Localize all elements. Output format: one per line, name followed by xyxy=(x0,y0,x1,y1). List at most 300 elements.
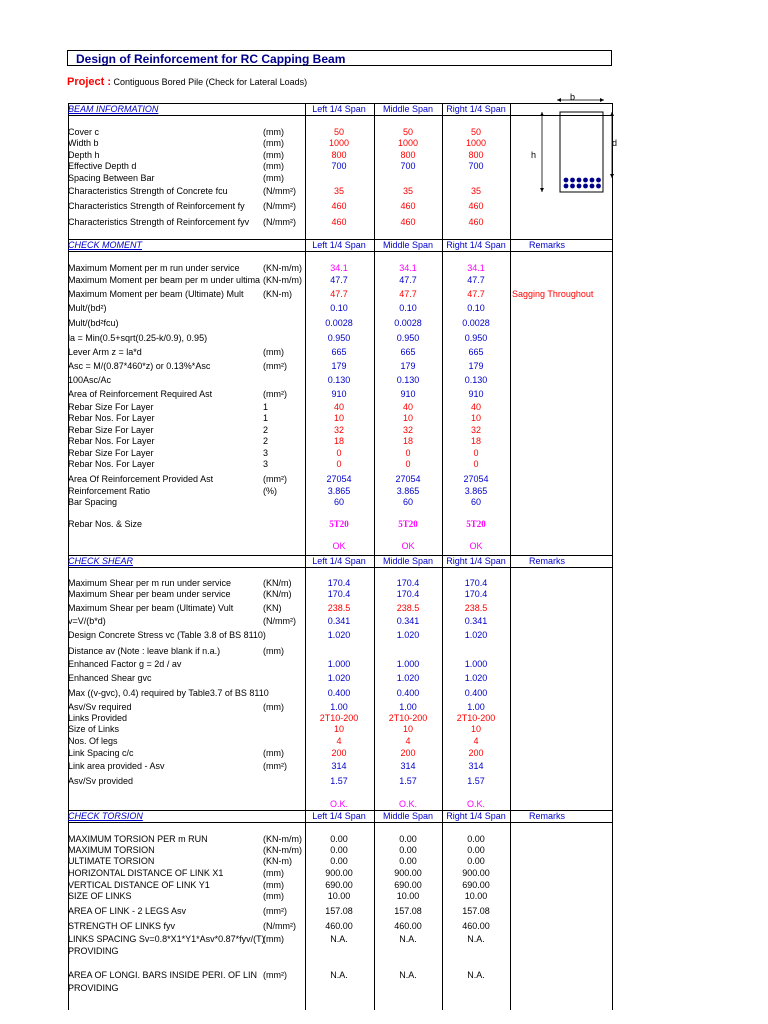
shear_rows-value: 0.341 xyxy=(396,616,420,626)
shear_rows-row-label: Enhanced Factor g = 2d / av xyxy=(68,659,182,669)
torsion_rows-row-unit: (mm) xyxy=(263,880,284,890)
moment_rows-value: 0 xyxy=(405,459,411,469)
beam_rows-row-unit: (N/mm²) xyxy=(263,186,296,196)
moment_rows-value: 40 xyxy=(333,402,344,412)
moment_rows-value: 0.130 xyxy=(464,375,488,385)
col-header-middle: Middle Span xyxy=(382,556,434,566)
torsion_rows-row-label: MAXIMUM TORSION PER m RUN xyxy=(68,834,208,844)
torsion_rows-row-unit: (mm) xyxy=(263,868,284,878)
rebar-dot xyxy=(564,184,569,189)
moment_rows-row-label: Rebar Size For Layer xyxy=(68,402,154,412)
shear_rows-value: 1.020 xyxy=(327,630,351,640)
shear_rows-value: 170.4 xyxy=(464,578,488,588)
shear_rows-value: 170.4 xyxy=(464,589,488,599)
moment_rows-value: 665 xyxy=(400,347,416,357)
shear_rows-value: 0.400 xyxy=(327,688,351,698)
section-header-underline xyxy=(68,251,612,252)
moment_rows-value: 47.7 xyxy=(399,289,417,299)
rebar-dot xyxy=(570,178,575,183)
beam_rows-value: 460 xyxy=(468,201,484,211)
moment_rows-row-label: 100Asc/Ac xyxy=(68,375,112,385)
torsion_rows-value: 0.00 xyxy=(399,834,417,844)
torsion_rows-row-unit: (KN-m) xyxy=(263,856,292,866)
shear_rows-value: 2T10-200 xyxy=(388,713,428,723)
rebar-dot xyxy=(590,178,595,183)
torsion_rows-value: N.A. xyxy=(330,970,348,980)
beam_rows-value: 460 xyxy=(400,217,416,227)
beam_rows-value: 800 xyxy=(468,150,484,160)
beam_rows-value: 460 xyxy=(331,217,347,227)
moment_rows-value: 0 xyxy=(336,459,342,469)
torsion_rows-value: 0.00 xyxy=(467,856,485,866)
section-header-underline xyxy=(68,567,612,568)
col-header-remarks: Remarks xyxy=(528,556,565,566)
moment_rows-value: 910 xyxy=(400,389,416,399)
col-header-left: Left 1/4 Span xyxy=(312,556,366,566)
rebar-dot xyxy=(596,178,601,183)
beam_rows-row-unit: (mm) xyxy=(263,127,284,137)
moment_rows-value: 60 xyxy=(402,497,413,507)
shear_rows-value: 1.57 xyxy=(467,776,485,786)
diagram-label-d: d xyxy=(612,138,618,148)
moment_rows-value: 665 xyxy=(331,347,347,357)
torsion_rows-value: 690.00 xyxy=(394,880,422,890)
shear_rows-value: 1.000 xyxy=(464,659,488,669)
shear_rows-row-label: Maximum Shear per beam (Ultimate) Vult xyxy=(68,603,234,613)
moment_rows-value: 27054 xyxy=(463,474,489,484)
col-header-remarks: Remarks xyxy=(528,240,565,250)
col-header-right: Right 1/4 Span xyxy=(446,811,506,821)
project-text: Contiguous Bored Pile (Check for Lateral Loads) xyxy=(113,77,308,87)
moment_rows-value: 179 xyxy=(468,361,484,371)
torsion_rows-row-unit: (KN-m/m) xyxy=(263,834,302,844)
col-header-left: Left 1/4 Span xyxy=(312,104,366,114)
rebar-dot xyxy=(577,178,582,183)
torsion_rows-value: 10.00 xyxy=(464,891,488,901)
torsion_rows-row-label: ULTIMATE TORSION xyxy=(68,856,155,866)
shear_rows-row-unit: (KN/m) xyxy=(263,589,292,599)
diagram-label-b: b xyxy=(570,92,576,102)
shear_rows-value: 1.00 xyxy=(399,702,417,712)
moment_rows-value: 3.865 xyxy=(396,486,420,496)
moment_rows-value: 5T20 xyxy=(466,519,486,529)
section-header-underline xyxy=(68,822,612,823)
moment_rows-value: 32 xyxy=(333,425,344,435)
torsion_rows-value: 460.00 xyxy=(325,921,353,931)
shear_rows-row-label: Maximum Shear per m run under service xyxy=(68,578,232,588)
moment_rows-value: 60 xyxy=(333,497,344,507)
section-title-shear: CHECK SHEAR xyxy=(68,556,134,566)
table-right-border xyxy=(612,103,613,1010)
col-header-left: Left 1/4 Span xyxy=(312,811,366,821)
moment_rows-row-unit: 2 xyxy=(263,436,269,446)
shear_rows-value: 0.400 xyxy=(396,688,420,698)
shear_rows-value: 4 xyxy=(336,736,342,746)
moment_rows-row-unit: (KN-m/m) xyxy=(263,275,302,285)
torsion_rows-value: N.A. xyxy=(467,934,485,944)
moment_rows-value: 665 xyxy=(468,347,484,357)
beam_rows-value: 460 xyxy=(331,201,347,211)
shear_rows-row-label: Asv/Sv provided xyxy=(68,776,134,786)
project-label: Project : xyxy=(67,76,112,88)
moment_rows-row-label: Rebar Nos. For Layer xyxy=(68,459,155,469)
beam_rows-value: 50 xyxy=(470,127,481,137)
shear_rows-value: 314 xyxy=(468,761,484,771)
torsion_rows-row-label: SIZE OF LINKS xyxy=(68,891,132,901)
moment_rows-row-label: Rebar Size For Layer xyxy=(68,425,154,435)
torsion_rows-value: 460.00 xyxy=(394,921,422,931)
title-box xyxy=(67,50,612,66)
col-header-right: Right 1/4 Span xyxy=(446,104,506,114)
beam_rows-value: 1000 xyxy=(328,138,350,148)
shear_rows-row-label: v=V/(b*d) xyxy=(68,616,106,626)
moment_rows-value: 0.950 xyxy=(396,333,420,343)
torsion_rows-row-unit: (N/mm²) xyxy=(263,921,296,931)
moment_rows-row-unit: (mm²) xyxy=(263,474,287,484)
moment_rows-value: 0.0028 xyxy=(325,318,353,328)
beam_rows-row-unit: (N/mm²) xyxy=(263,201,296,211)
shear_rows-row-unit: (mm) xyxy=(263,748,284,758)
beam_rows-value: 1000 xyxy=(465,138,487,148)
shear_rows-value: 1.000 xyxy=(396,659,420,669)
moment_rows-row-unit: (mm²) xyxy=(263,389,287,399)
rebar-dot xyxy=(590,184,595,189)
shear_rows-row-unit: (mm) xyxy=(263,646,284,656)
moment_rows-value: 47.7 xyxy=(330,289,348,299)
page-title: Design of Reinforcement for RC Capping Beam xyxy=(76,52,346,66)
moment_rows-value: 0.130 xyxy=(396,375,420,385)
rebar-dot xyxy=(570,184,575,189)
section-title-beam: BEAM INFORMATION xyxy=(68,104,159,114)
torsion_rows-row-unit: (mm²) xyxy=(263,906,287,916)
beam_rows-value: 35 xyxy=(333,186,344,196)
torsion_rows-value: N.A. xyxy=(467,970,485,980)
beam_rows-row-unit: (mm) xyxy=(263,173,284,183)
moment_rows-value: 34.1 xyxy=(330,263,348,273)
rebar-dot xyxy=(583,184,588,189)
torsion_rows-value: 0.00 xyxy=(330,845,348,855)
moment_rows-value: 179 xyxy=(331,361,347,371)
shear_rows-row-label: Max ((v-gvc), 0.4) required by Table3.7 of BS 8110 xyxy=(68,688,269,698)
beam_rows-row-unit: (mm) xyxy=(263,161,284,171)
moment_rows-row-unit: (%) xyxy=(263,486,277,496)
beam_rows-value: 35 xyxy=(470,186,481,196)
moment_rows-value: 0.0028 xyxy=(462,318,490,328)
moment_rows-row-label: Rebar Nos. For Layer xyxy=(68,436,155,446)
moment_rows-value: 10 xyxy=(402,413,413,423)
torsion_rows-value: 157.08 xyxy=(462,906,490,916)
moment_rows-value: 0 xyxy=(336,448,342,458)
beam_rows-value: 700 xyxy=(400,161,416,171)
shear_rows-value: 1.020 xyxy=(396,630,420,640)
moment_rows-value: 47.7 xyxy=(467,275,485,285)
moment_rows-row-label: Mult/(bd²) xyxy=(68,303,107,313)
moment_rows-row-label: Reinforcement Ratio xyxy=(68,486,151,496)
moment_rows-row-unit: (KN-m/m) xyxy=(263,263,302,273)
beam_rows-value: 460 xyxy=(400,201,416,211)
torsion_rows-value: N.A. xyxy=(399,934,417,944)
beam_rows-row-unit: (N/mm²) xyxy=(263,217,296,227)
shear_rows-value: O.K. xyxy=(398,799,417,809)
section-title-moment: CHECK MOMENT xyxy=(68,240,142,250)
torsion_rows-value: 690.00 xyxy=(325,880,353,890)
beam_rows-value: 35 xyxy=(402,186,413,196)
moment_rows-value: 60 xyxy=(470,497,481,507)
torsion_rows-value: 157.08 xyxy=(325,906,353,916)
shear_rows-row-label: Link area provided - Asv xyxy=(68,761,165,771)
shear_rows-value: 4 xyxy=(405,736,411,746)
moment_rows-value: OK xyxy=(469,541,483,551)
shear_rows-value: 1.020 xyxy=(396,673,420,683)
moment_rows-row-label: Area Of Reinforcement Provided Ast xyxy=(68,474,214,484)
rebar-dot xyxy=(564,178,569,183)
shear_rows-row-label: Distance av (Note : leave blank if n.a.) xyxy=(68,646,221,656)
torsion_rows-value: 0.00 xyxy=(467,834,485,844)
moment_rows-row-label: Asc = M/(0.87*460*z) or 0.13%*Asc xyxy=(68,361,211,371)
beam_rows-row-label: Characteristics Strength of Reinforcement fyv xyxy=(68,217,250,227)
torsion_rows-row-unit: (KN-m/m) xyxy=(263,845,302,855)
beam_rows-row-label: Cover c xyxy=(68,127,100,137)
moment_rows-value: 18 xyxy=(402,436,413,446)
torsion_rows-row-unit: (mm) xyxy=(263,891,284,901)
project-line xyxy=(67,77,307,88)
shear_rows-value: 1.020 xyxy=(327,673,351,683)
shear_rows-row-label: Enhanced Shear gvc xyxy=(68,673,152,683)
torsion_rows-value: 0.00 xyxy=(399,856,417,866)
moment_rows-value: 0.950 xyxy=(327,333,351,343)
torsion_rows-value: 900.00 xyxy=(394,868,422,878)
torsion_rows-row-label: STRENGTH OF LINKS fyv xyxy=(68,921,176,931)
torsion_rows-row-label: AREA OF LONGI. BARS INSIDE PERI. OF LIN xyxy=(68,970,258,980)
shear_rows-value: 170.4 xyxy=(396,578,420,588)
torsion_rows-value: 0.00 xyxy=(330,856,348,866)
shear_rows-value: 170.4 xyxy=(327,589,351,599)
moment_rows-row-label: Rebar Nos. For Layer xyxy=(68,413,155,423)
moment_rows-row-unit: (KN-m) xyxy=(263,289,292,299)
moment_rows-value: 0.10 xyxy=(467,303,485,313)
moment_rows-row-label: Maximum Moment per beam per m under ultima xyxy=(68,275,261,285)
moment_rows-row-label: Area of Reinforcement Required Ast xyxy=(68,389,213,399)
shear_rows-row-unit: (KN) xyxy=(263,603,282,613)
moment_rows-value: 0.0028 xyxy=(394,318,422,328)
shear_rows-row-unit: (N/mm²) xyxy=(263,616,296,626)
beam_rows-value: 700 xyxy=(331,161,347,171)
shear_rows-value: 200 xyxy=(468,748,484,758)
moment_rows-row-unit: 2 xyxy=(263,425,269,435)
shear_rows-value: 1.020 xyxy=(464,630,488,640)
beam_rows-row-unit: (mm) xyxy=(263,138,284,148)
torsion_rows-value: N.A. xyxy=(399,970,417,980)
moment_rows-value: 3.865 xyxy=(327,486,351,496)
col-header-middle: Middle Span xyxy=(382,811,434,821)
col-header-middle: Middle Span xyxy=(382,240,434,250)
beam_rows-value: 1000 xyxy=(397,138,419,148)
moment_rows-value: 0 xyxy=(405,448,411,458)
moment_rows-row-unit: (mm²) xyxy=(263,361,287,371)
moment_rows-value: 10 xyxy=(333,413,344,423)
moment_rows-value: 40 xyxy=(402,402,413,412)
moment_rows-value: 5T20 xyxy=(398,519,418,529)
shear_rows-row-unit: (mm²) xyxy=(263,761,287,771)
moment_rows-row-label: la = Min(0.5+sqrt(0.25-k/0.9), 0.95) xyxy=(68,333,208,343)
torsion_rows-row-label: PROVIDING xyxy=(68,946,119,956)
shear_rows-row-unit: (mm) xyxy=(263,702,284,712)
beam_rows-row-label: Spacing Between Bar xyxy=(68,173,155,183)
torsion_rows-value: 10.00 xyxy=(327,891,351,901)
moment_rows-value: 10 xyxy=(470,413,481,423)
shear_rows-value: 1.000 xyxy=(327,659,351,669)
torsion_rows-value: 900.00 xyxy=(325,868,353,878)
moment_rows-value: 47.7 xyxy=(467,289,485,299)
rebar-dot xyxy=(577,184,582,189)
torsion_rows-value: N.A. xyxy=(330,934,348,944)
shear_rows-value: 238.5 xyxy=(396,603,420,613)
shear_rows-value: 314 xyxy=(331,761,347,771)
col-header-right: Right 1/4 Span xyxy=(446,240,506,250)
moment_rows-value: 0.130 xyxy=(327,375,351,385)
moment_rows-value: 47.7 xyxy=(399,275,417,285)
torsion_rows-row-unit: (mm²) xyxy=(263,970,287,980)
moment_rows-row-label: Rebar Size For Layer xyxy=(68,448,154,458)
beam_rows-row-label: Width b xyxy=(68,138,99,148)
moment_rows-value: 27054 xyxy=(326,474,352,484)
moment_rows-value: 40 xyxy=(470,402,481,412)
moment_rows-remark: Sagging Throughout xyxy=(512,289,594,299)
moment_rows-value: OK xyxy=(401,541,415,551)
moment_rows-value: 3.865 xyxy=(464,486,488,496)
moment_rows-value: 910 xyxy=(331,389,347,399)
section-title-torsion: CHECK TORSION xyxy=(68,811,143,821)
shear_rows-value: 170.4 xyxy=(396,589,420,599)
torsion_rows-value: 690.00 xyxy=(462,880,490,890)
rebar-dot xyxy=(596,184,601,189)
shear_rows-value: 10 xyxy=(402,724,413,734)
beam_rows-row-label: Characteristics Strength of Reinforcement fy xyxy=(68,201,245,211)
moment_rows-value: OK xyxy=(332,541,346,551)
shear_rows-row-label: Links Provided xyxy=(68,713,128,723)
torsion_rows-value: 10.00 xyxy=(396,891,420,901)
shear_rows-value: 10 xyxy=(333,724,344,734)
shear_rows-value: 1.57 xyxy=(399,776,417,786)
moment_rows-value: 0.10 xyxy=(399,303,417,313)
torsion_rows-row-label: MAXIMUM TORSION xyxy=(68,845,155,855)
shear_rows-row-unit: (KN/m) xyxy=(263,578,292,588)
shear_rows-row-label: Asv/Sv required xyxy=(68,702,132,712)
col-header-right: Right 1/4 Span xyxy=(446,556,506,566)
shear_rows-value: 200 xyxy=(331,748,347,758)
moment_rows-row-label: Maximum Moment per m run under service xyxy=(68,263,240,273)
moment_rows-value: 18 xyxy=(470,436,481,446)
torsion_rows-value: 460.00 xyxy=(462,921,490,931)
shear_rows-row-label: Link Spacing c/c xyxy=(68,748,134,758)
moment_rows-value: 5T20 xyxy=(329,519,349,529)
shear_rows-value: O.K. xyxy=(466,799,485,809)
moment_rows-value: 32 xyxy=(402,425,413,435)
beam_rows-value: 700 xyxy=(468,161,484,171)
moment_rows-row-label: Lever Arm z = la*d xyxy=(68,347,142,357)
beam_rows-row-label: Effective Depth d xyxy=(68,161,137,171)
shear_rows-value: 2T10-200 xyxy=(456,713,496,723)
torsion_rows-value: 0.00 xyxy=(399,845,417,855)
shear_rows-value: 4 xyxy=(473,736,479,746)
shear_rows-value: 2T10-200 xyxy=(319,713,359,723)
diagram-label-h: h xyxy=(531,150,537,160)
beam_rows-value: 460 xyxy=(468,217,484,227)
torsion_rows-row-label: PROVIDING xyxy=(68,983,119,993)
shear_rows-value: 314 xyxy=(400,761,416,771)
shear_rows-value: 1.00 xyxy=(467,702,485,712)
moment_rows-value: 0.10 xyxy=(330,303,348,313)
moment_rows-value: 18 xyxy=(333,436,344,446)
torsion_rows-row-label: AREA OF LINK - 2 LEGS Asv xyxy=(68,906,187,916)
torsion_rows-value: 0.00 xyxy=(330,834,348,844)
shear_rows-value: 170.4 xyxy=(327,578,351,588)
beam_rows-row-label: Depth h xyxy=(68,150,100,160)
col-header-remarks: Remarks xyxy=(528,811,565,821)
shear_rows-row-label: Design Concrete Stress vc (Table 3.8 of BS 8110) xyxy=(68,630,266,640)
shear_rows-value: 1.57 xyxy=(330,776,348,786)
col-header-middle: Middle Span xyxy=(382,104,434,114)
moment_rows-value: 0 xyxy=(473,448,479,458)
shear_rows-value: 238.5 xyxy=(327,603,351,613)
moment_rows-row-unit: 3 xyxy=(263,459,269,469)
moment_rows-value: 0.950 xyxy=(464,333,488,343)
torsion_rows-row-label: LINKS SPACING Sv=0.8*X1*Y1*Asv*0.87*fyv/(T) xyxy=(68,934,265,944)
shear_rows-row-label: Nos. Of legs xyxy=(68,736,118,746)
beam_rows-row-label: Characteristics Strength of Concrete fcu xyxy=(68,186,228,196)
moment_rows-value: 32 xyxy=(470,425,481,435)
moment_rows-value: 179 xyxy=(400,361,416,371)
moment_rows-value: 47.7 xyxy=(330,275,348,285)
torsion_rows-value: 157.08 xyxy=(394,906,422,916)
section-header-underline xyxy=(68,115,612,116)
moment_rows-value: 0 xyxy=(473,459,479,469)
shear_rows-value: O.K. xyxy=(329,799,348,809)
moment_rows-value: 34.1 xyxy=(399,263,417,273)
moment_rows-row-label: Bar Spacing xyxy=(68,497,118,507)
torsion_rows-row-label: VERTICAL DISTANCE OF LINK Y1 xyxy=(68,880,210,890)
beam_rows-row-unit: (mm) xyxy=(263,150,284,160)
beam_rows-value: 800 xyxy=(400,150,416,160)
torsion_rows-row-unit: (mm) xyxy=(263,934,284,944)
moment_rows-row-unit: (mm) xyxy=(263,347,284,357)
shear_rows-value: 1.020 xyxy=(464,673,488,683)
moment_rows-row-unit: 3 xyxy=(263,448,269,458)
torsion_rows-value: 0.00 xyxy=(467,845,485,855)
shear_rows-value: 0.400 xyxy=(464,688,488,698)
shear_rows-value: 0.341 xyxy=(464,616,488,626)
shear_rows-value: 200 xyxy=(400,748,416,758)
beam_rows-value: 50 xyxy=(333,127,344,137)
torsion_rows-value: 900.00 xyxy=(462,868,490,878)
shear_rows-value: 0.341 xyxy=(327,616,351,626)
moment_rows-value: 27054 xyxy=(395,474,421,484)
col-header-left: Left 1/4 Span xyxy=(312,240,366,250)
moment_rows-row-label: Maximum Moment per beam (Ultimate) Mult xyxy=(68,289,244,299)
moment_rows-row-unit: 1 xyxy=(263,413,269,423)
shear_rows-row-label: Maximum Shear per beam under service xyxy=(68,589,231,599)
rebar-dot xyxy=(583,178,588,183)
shear_rows-value: 238.5 xyxy=(464,603,488,613)
moment_rows-value: 910 xyxy=(468,389,484,399)
beam_rows-value: 800 xyxy=(331,150,347,160)
moment_rows-row-label: Mult/(bd²fcu) xyxy=(68,318,119,328)
moment_rows-value: 34.1 xyxy=(467,263,485,273)
torsion_rows-row-label: HORIZONTAL DISTANCE OF LINK X1 xyxy=(68,868,224,878)
shear_rows-row-label: Size of Links xyxy=(68,724,120,734)
beam_rows-value: 50 xyxy=(402,127,413,137)
moment_rows-row-unit: 1 xyxy=(263,402,269,412)
